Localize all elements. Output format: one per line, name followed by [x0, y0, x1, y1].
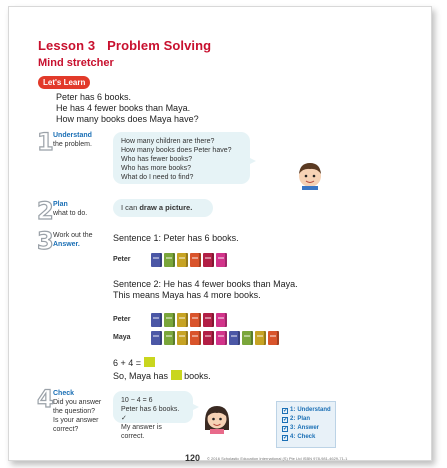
step-3-label: Work out the Answer. — [53, 232, 93, 248]
question-line: Who has fewer books? — [121, 156, 193, 163]
book-icon — [255, 331, 266, 345]
book-icon — [151, 313, 162, 327]
book-icon — [177, 331, 188, 345]
step-1-number: 1 — [37, 128, 54, 156]
book-icon — [190, 331, 201, 345]
book-icon — [151, 331, 162, 345]
bubble-tail — [248, 157, 256, 165]
checkbox-icon: ✓ — [283, 407, 289, 414]
book-icon — [151, 253, 162, 267]
lesson-title: Lesson 3 Problem Solving — [38, 38, 212, 53]
question-line: Who has more books? — [121, 165, 192, 172]
maya-books-row — [151, 331, 279, 345]
peter-books-row — [151, 253, 227, 267]
page-number: 120 — [185, 453, 201, 463]
step-1-label: Understand the problem. — [53, 132, 92, 148]
maya-compare-label: Maya — [113, 334, 131, 341]
problem-line: He has 4 fewer books than Maya. — [56, 103, 191, 113]
lets-learn-badge: Let's Learn — [38, 76, 90, 89]
book-icon — [229, 331, 240, 345]
step-2-label: Plan what to do. — [53, 201, 88, 217]
peter-compare-label: Peter — [113, 316, 131, 323]
girl-face-icon — [204, 404, 230, 434]
book-icon — [216, 253, 227, 267]
book-icon — [216, 331, 227, 345]
step-2-number: 2 — [37, 197, 54, 225]
question-line: How many children are there? — [121, 138, 215, 145]
question-line: What do I need to find? — [121, 174, 194, 181]
problem-line: How many books does Maya have? — [56, 114, 199, 124]
sentence-1: Sentence 1: Peter has 6 books. — [113, 233, 239, 243]
checkbox-icon: ✓ — [283, 425, 289, 432]
checkbox-icon: ✓ — [283, 416, 289, 423]
checklist-item: ✓ 3: Answer — [283, 425, 320, 432]
boy-face-icon — [297, 160, 323, 190]
bubble-tail — [191, 403, 199, 411]
book-icon — [242, 331, 253, 345]
answer-sentence: So, Maya has books. — [113, 371, 211, 381]
answer-box — [171, 370, 182, 380]
answer-box — [144, 357, 155, 367]
book-icon — [190, 313, 201, 327]
book-icon — [203, 313, 214, 327]
checklist-item: ✓ 4: Check — [283, 434, 316, 441]
lesson-subtitle: Mind stretcher — [38, 57, 114, 69]
book-icon — [164, 331, 175, 345]
book-icon — [203, 253, 214, 267]
step-4-check-bubble: 10 − 4 = 6 Peter has 6 books. ✓ My answer is correct. — [113, 391, 193, 423]
step-1-question-bubble — [113, 132, 250, 184]
book-icon — [216, 313, 227, 327]
copyright-line: © 2016 Scholastic Education International (S) Pte Ltd ISBN 978-981-4629-71-1 — [207, 456, 348, 461]
book-icon — [268, 331, 279, 345]
step-4-number: 4 — [37, 385, 54, 413]
question-line: How many books does Peter have? — [121, 147, 232, 154]
textbook-page — [8, 6, 432, 461]
book-icon — [164, 253, 175, 267]
problem-line: Peter has 6 books. — [56, 92, 132, 102]
book-icon — [177, 253, 188, 267]
peter-compare-books-row — [151, 313, 227, 327]
peter-row-label: Peter — [113, 256, 131, 263]
equation: 6 + 4 = — [113, 357, 155, 369]
problem-statement — [56, 92, 199, 125]
step-2-plan-bubble: I can draw a picture. — [113, 199, 213, 217]
book-icon — [164, 313, 175, 327]
checklist-item: ✓ 1: Understand — [283, 407, 331, 414]
book-icon — [190, 253, 201, 267]
book-icon — [177, 313, 188, 327]
book-icon — [203, 331, 214, 345]
step-3-number: 3 — [37, 227, 54, 255]
checkbox-icon: ✓ — [283, 434, 289, 441]
checklist-item: ✓ 2: Plan — [283, 416, 311, 423]
step-checklist — [276, 401, 336, 448]
sentence-2: Sentence 2: He has 4 fewer books than Maya. This means Maya has 4 more books. — [113, 279, 298, 300]
step-4-label: Check Did you answer the question? Is your answer correct? — [53, 390, 102, 433]
